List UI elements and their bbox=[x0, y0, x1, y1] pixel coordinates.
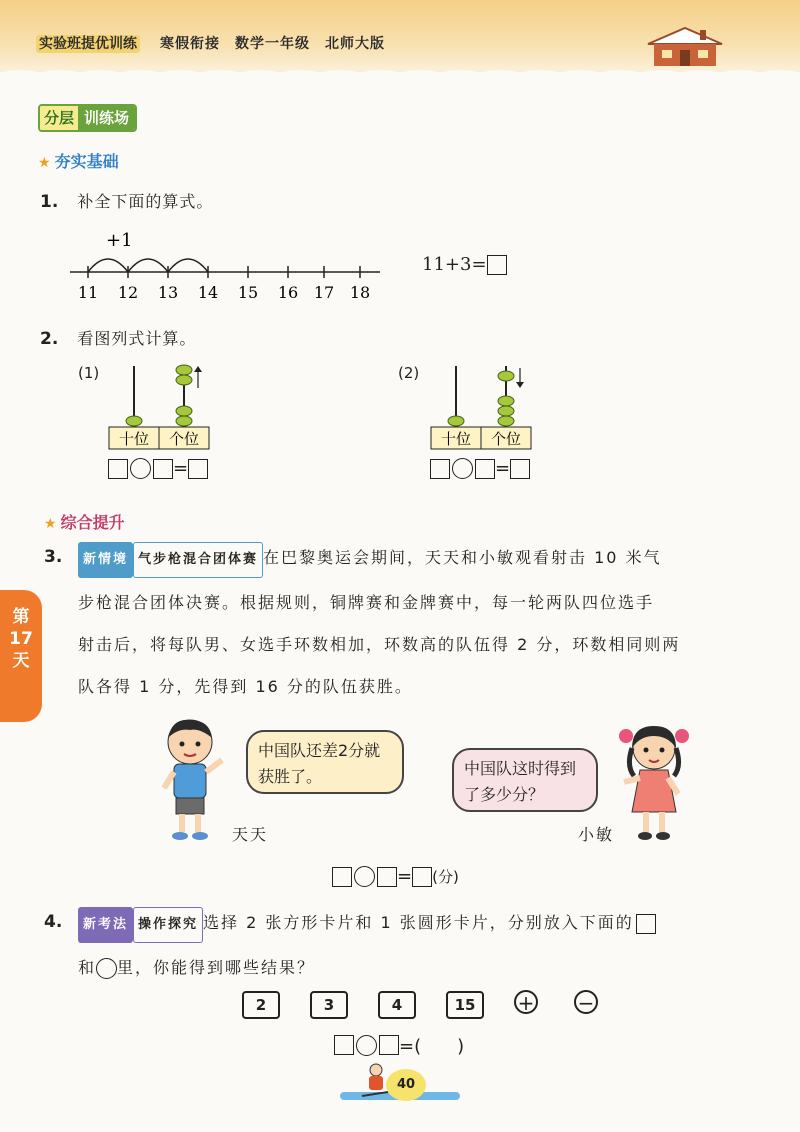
tick-label: 18 bbox=[349, 283, 371, 302]
bead bbox=[498, 416, 514, 426]
section-banner: 分层 训练场 bbox=[38, 104, 137, 132]
tick-label: 12 bbox=[117, 283, 139, 302]
tick-label: 14 bbox=[197, 283, 219, 302]
q2-part1-label: (1) bbox=[78, 364, 100, 382]
number-line bbox=[66, 222, 386, 304]
new-context-tag: 新情境 bbox=[78, 542, 133, 578]
q1-equation: 11+3= bbox=[422, 254, 507, 275]
basic-heading: ★ 夯实基础 bbox=[38, 152, 119, 171]
svg-text:个位: 个位 bbox=[168, 430, 200, 448]
page-number: 40 bbox=[386, 1069, 426, 1101]
bead bbox=[176, 406, 192, 416]
svg-text:个位: 个位 bbox=[490, 430, 522, 448]
tick-label: 17 bbox=[313, 283, 335, 302]
q3-equation: = (分) bbox=[332, 866, 459, 887]
series-title: 实验班提优训练 bbox=[36, 33, 140, 53]
new-method-tag: 新考法 bbox=[78, 907, 133, 943]
jump-arc-1 bbox=[88, 259, 128, 272]
svg-text:十位: 十位 bbox=[440, 430, 472, 448]
q2-part2-label: (2) bbox=[398, 364, 420, 382]
abacus-2 bbox=[428, 362, 538, 452]
jump-arc-2 bbox=[128, 259, 168, 272]
card[interactable]: 4 bbox=[378, 991, 416, 1019]
boy-name: 天天 bbox=[232, 825, 269, 844]
q3-number: 3. bbox=[44, 547, 63, 567]
bead bbox=[126, 416, 142, 426]
svg-text:十位: 十位 bbox=[118, 430, 150, 448]
star-icon: ★ bbox=[38, 155, 51, 171]
jump-label: +1 bbox=[106, 230, 133, 251]
q1-prompt: 1. 补全下面的算式。 bbox=[40, 192, 214, 212]
q4-text: 新考法 操作探究 选择 2 张方形卡片和 1 张圆形卡片，分别放入下面的 和 里，你能得到哪些结果？ bbox=[78, 906, 656, 985]
jump-arc-3 bbox=[168, 259, 208, 272]
advanced-heading: ★ 综合提升 bbox=[44, 513, 125, 532]
tick-label: 11 bbox=[77, 283, 99, 302]
topic-tag: 气步枪混合团体赛 bbox=[133, 542, 263, 578]
girl-name: 小敏 bbox=[578, 825, 615, 844]
q3-text: 新情境 气步枪混合团体赛 在巴黎奥运会期间，天天和小敏观看射击 10 米气 步枪混合团体决赛。根据规则，铜牌赛和金牌赛中，每一轮两队四位选手 射击后，将每队男、女选手环数相加，环数高的队伍得 2 分，环数相同则两 队各得 1 分，先得到 16 分的队伍获胜。 bbox=[78, 541, 778, 704]
card-row bbox=[242, 990, 634, 1019]
book-subtitle: 寒假衔接 数学一年级 北师大版 bbox=[160, 36, 385, 52]
bead bbox=[448, 416, 464, 426]
q4-number: 4. bbox=[44, 912, 63, 932]
card[interactable]: 3 bbox=[310, 991, 348, 1019]
tick-label: 15 bbox=[237, 283, 259, 302]
q4-equation: =( ) bbox=[334, 1032, 464, 1058]
q2-prompt: 2. 看图列式计算。 bbox=[40, 329, 197, 349]
bead bbox=[176, 365, 192, 375]
abacus-1 bbox=[106, 362, 216, 452]
tick-label: 16 bbox=[277, 283, 299, 302]
answer-box[interactable] bbox=[487, 255, 507, 275]
card[interactable]: 15 bbox=[446, 991, 484, 1019]
day-tab: 第 17 天 bbox=[0, 590, 42, 722]
bead bbox=[498, 406, 514, 416]
house-illustration bbox=[642, 24, 728, 68]
q2-part2-equation: = bbox=[430, 458, 530, 479]
plus-card[interactable]: + bbox=[514, 990, 538, 1014]
topic-tag: 操作探究 bbox=[133, 907, 203, 943]
star-icon: ★ bbox=[44, 516, 57, 532]
bead bbox=[176, 375, 192, 385]
minus-card[interactable]: − bbox=[574, 990, 598, 1014]
bead bbox=[498, 371, 514, 381]
tick-label: 13 bbox=[157, 283, 179, 302]
girl-illustration bbox=[612, 720, 696, 844]
bead bbox=[176, 416, 192, 426]
q2-part1-equation: = bbox=[108, 458, 208, 479]
boy-illustration bbox=[150, 716, 230, 844]
bead bbox=[498, 396, 514, 406]
girl-speech-bubble: 中国队这时得到了多少分？ bbox=[452, 748, 598, 812]
boy-speech-bubble: 中国队还差2分就获胜了。 bbox=[246, 730, 404, 794]
card[interactable]: 2 bbox=[242, 991, 280, 1019]
